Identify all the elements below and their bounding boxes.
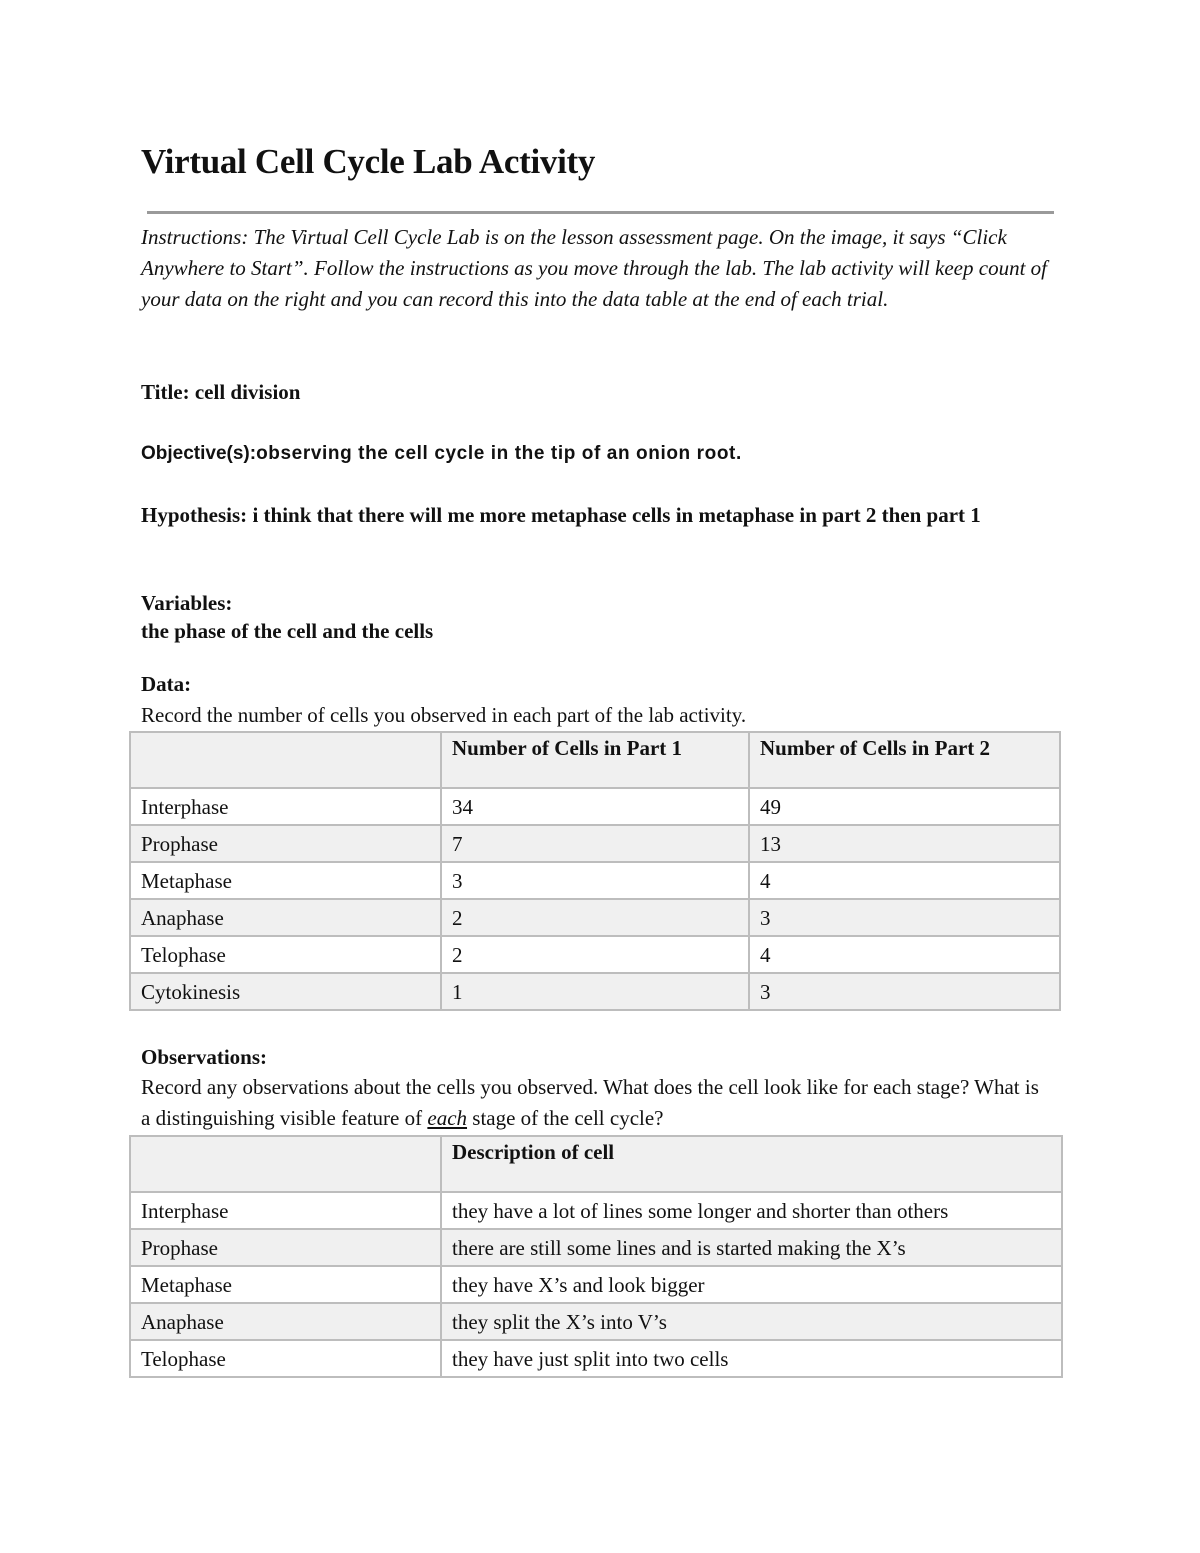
table-row [130, 862, 1060, 899]
instructions-paragraph: Instructions: The Virtual Cell Cycle Lab is on the lesson assessment page. On the image, it says “Click Anywhere to Start”. Follow the instructions as you move through the lab. The lab activity will keep count of your data on the right and you can record this into the data table at the end of each trial. [141, 225, 1047, 311]
part1-count: 3 [441, 862, 749, 899]
table-header-row [130, 1136, 1062, 1192]
phase-cell: Anaphase [130, 899, 441, 936]
part1-count: 7 [441, 825, 749, 862]
phase-cell: Cytokinesis [130, 973, 441, 1010]
table-row [130, 1303, 1062, 1340]
part2-count: 3 [749, 899, 1060, 936]
table-row [130, 788, 1060, 825]
data-instruction: Record the number of cells you observed in each part of the lab activity. [141, 703, 747, 727]
hypothesis-value: i think that there will me more metaphase cells in metaphase in part 2 then part 1 [252, 503, 981, 527]
part1-count: 2 [441, 936, 749, 973]
phase-cell: Prophase [130, 825, 441, 862]
header-cell-blank [130, 732, 441, 788]
phase-cell: Interphase [130, 1192, 441, 1229]
title-field [141, 377, 300, 408]
part2-count: 13 [749, 825, 1060, 862]
part1-count: 34 [441, 788, 749, 825]
observations-instruction-emphasis: each [427, 1106, 468, 1130]
variables-label: Variables: [141, 591, 233, 615]
part1-count: 2 [441, 899, 749, 936]
phase-cell: Telophase [130, 1340, 441, 1377]
table-header-row [130, 732, 1060, 788]
part2-count: 4 [749, 936, 1060, 973]
title-divider [147, 211, 1054, 214]
observations-label: Observations: [141, 1045, 267, 1069]
phase-cell: Metaphase [130, 1266, 441, 1303]
table-row [130, 936, 1060, 973]
table-row [130, 1229, 1062, 1266]
hypothesis-field [141, 500, 1041, 531]
cell-count-table [129, 731, 1061, 1011]
description-cell: they have just split into two cells [441, 1340, 1062, 1377]
title-label: Title: [141, 380, 190, 404]
data-label: Data: [141, 672, 192, 696]
page-title: Virtual Cell Cycle Lab Activity [141, 142, 596, 181]
table-row [130, 1340, 1062, 1377]
objective-field [141, 438, 742, 469]
phase-cell: Prophase [130, 1229, 441, 1266]
variables-value: the phase of the cell and the cells [141, 619, 434, 643]
hypothesis-label: Hypothesis: [141, 503, 248, 527]
part2-count: 49 [749, 788, 1060, 825]
description-cell: they have a lot of lines some longer and shorter than others [441, 1192, 1062, 1229]
header-cell-description: Description of cell [441, 1136, 1062, 1192]
description-cell: they split the X’s into V’s [441, 1303, 1062, 1340]
description-cell: they have X’s and look bigger [441, 1266, 1062, 1303]
table-row [130, 1266, 1062, 1303]
observations-table [129, 1135, 1063, 1378]
table-row [130, 899, 1060, 936]
part2-count: 3 [749, 973, 1060, 1010]
header-cell-blank [130, 1136, 441, 1192]
table-row [130, 1192, 1062, 1229]
observations-instruction-end: stage of the cell cycle? [467, 1106, 664, 1130]
phase-cell: Telophase [130, 936, 441, 973]
objective-value: observing the cell cycle in the tip of an onion root. [256, 443, 742, 464]
phase-cell: Metaphase [130, 862, 441, 899]
header-cell-part1: Number of Cells in Part 1 [441, 732, 749, 788]
observations-instruction [141, 1072, 1041, 1134]
part2-count: 4 [749, 862, 1060, 899]
objective-label: Objective(s): [141, 443, 257, 464]
title-value: cell division [194, 380, 301, 404]
table-row [130, 825, 1060, 862]
phase-cell: Anaphase [130, 1303, 441, 1340]
description-cell: there are still some lines and is started making the X’s [441, 1229, 1062, 1266]
observations-instruction-start: Record any observations about the cells you observed. What does the cell look like for each stage? What is a distinguishing visible feature of [141, 1075, 1039, 1130]
phase-cell: Interphase [130, 788, 441, 825]
header-cell-part2: Number of Cells in Part 2 [749, 732, 1060, 788]
table-row [130, 973, 1060, 1010]
part1-count: 1 [441, 973, 749, 1010]
